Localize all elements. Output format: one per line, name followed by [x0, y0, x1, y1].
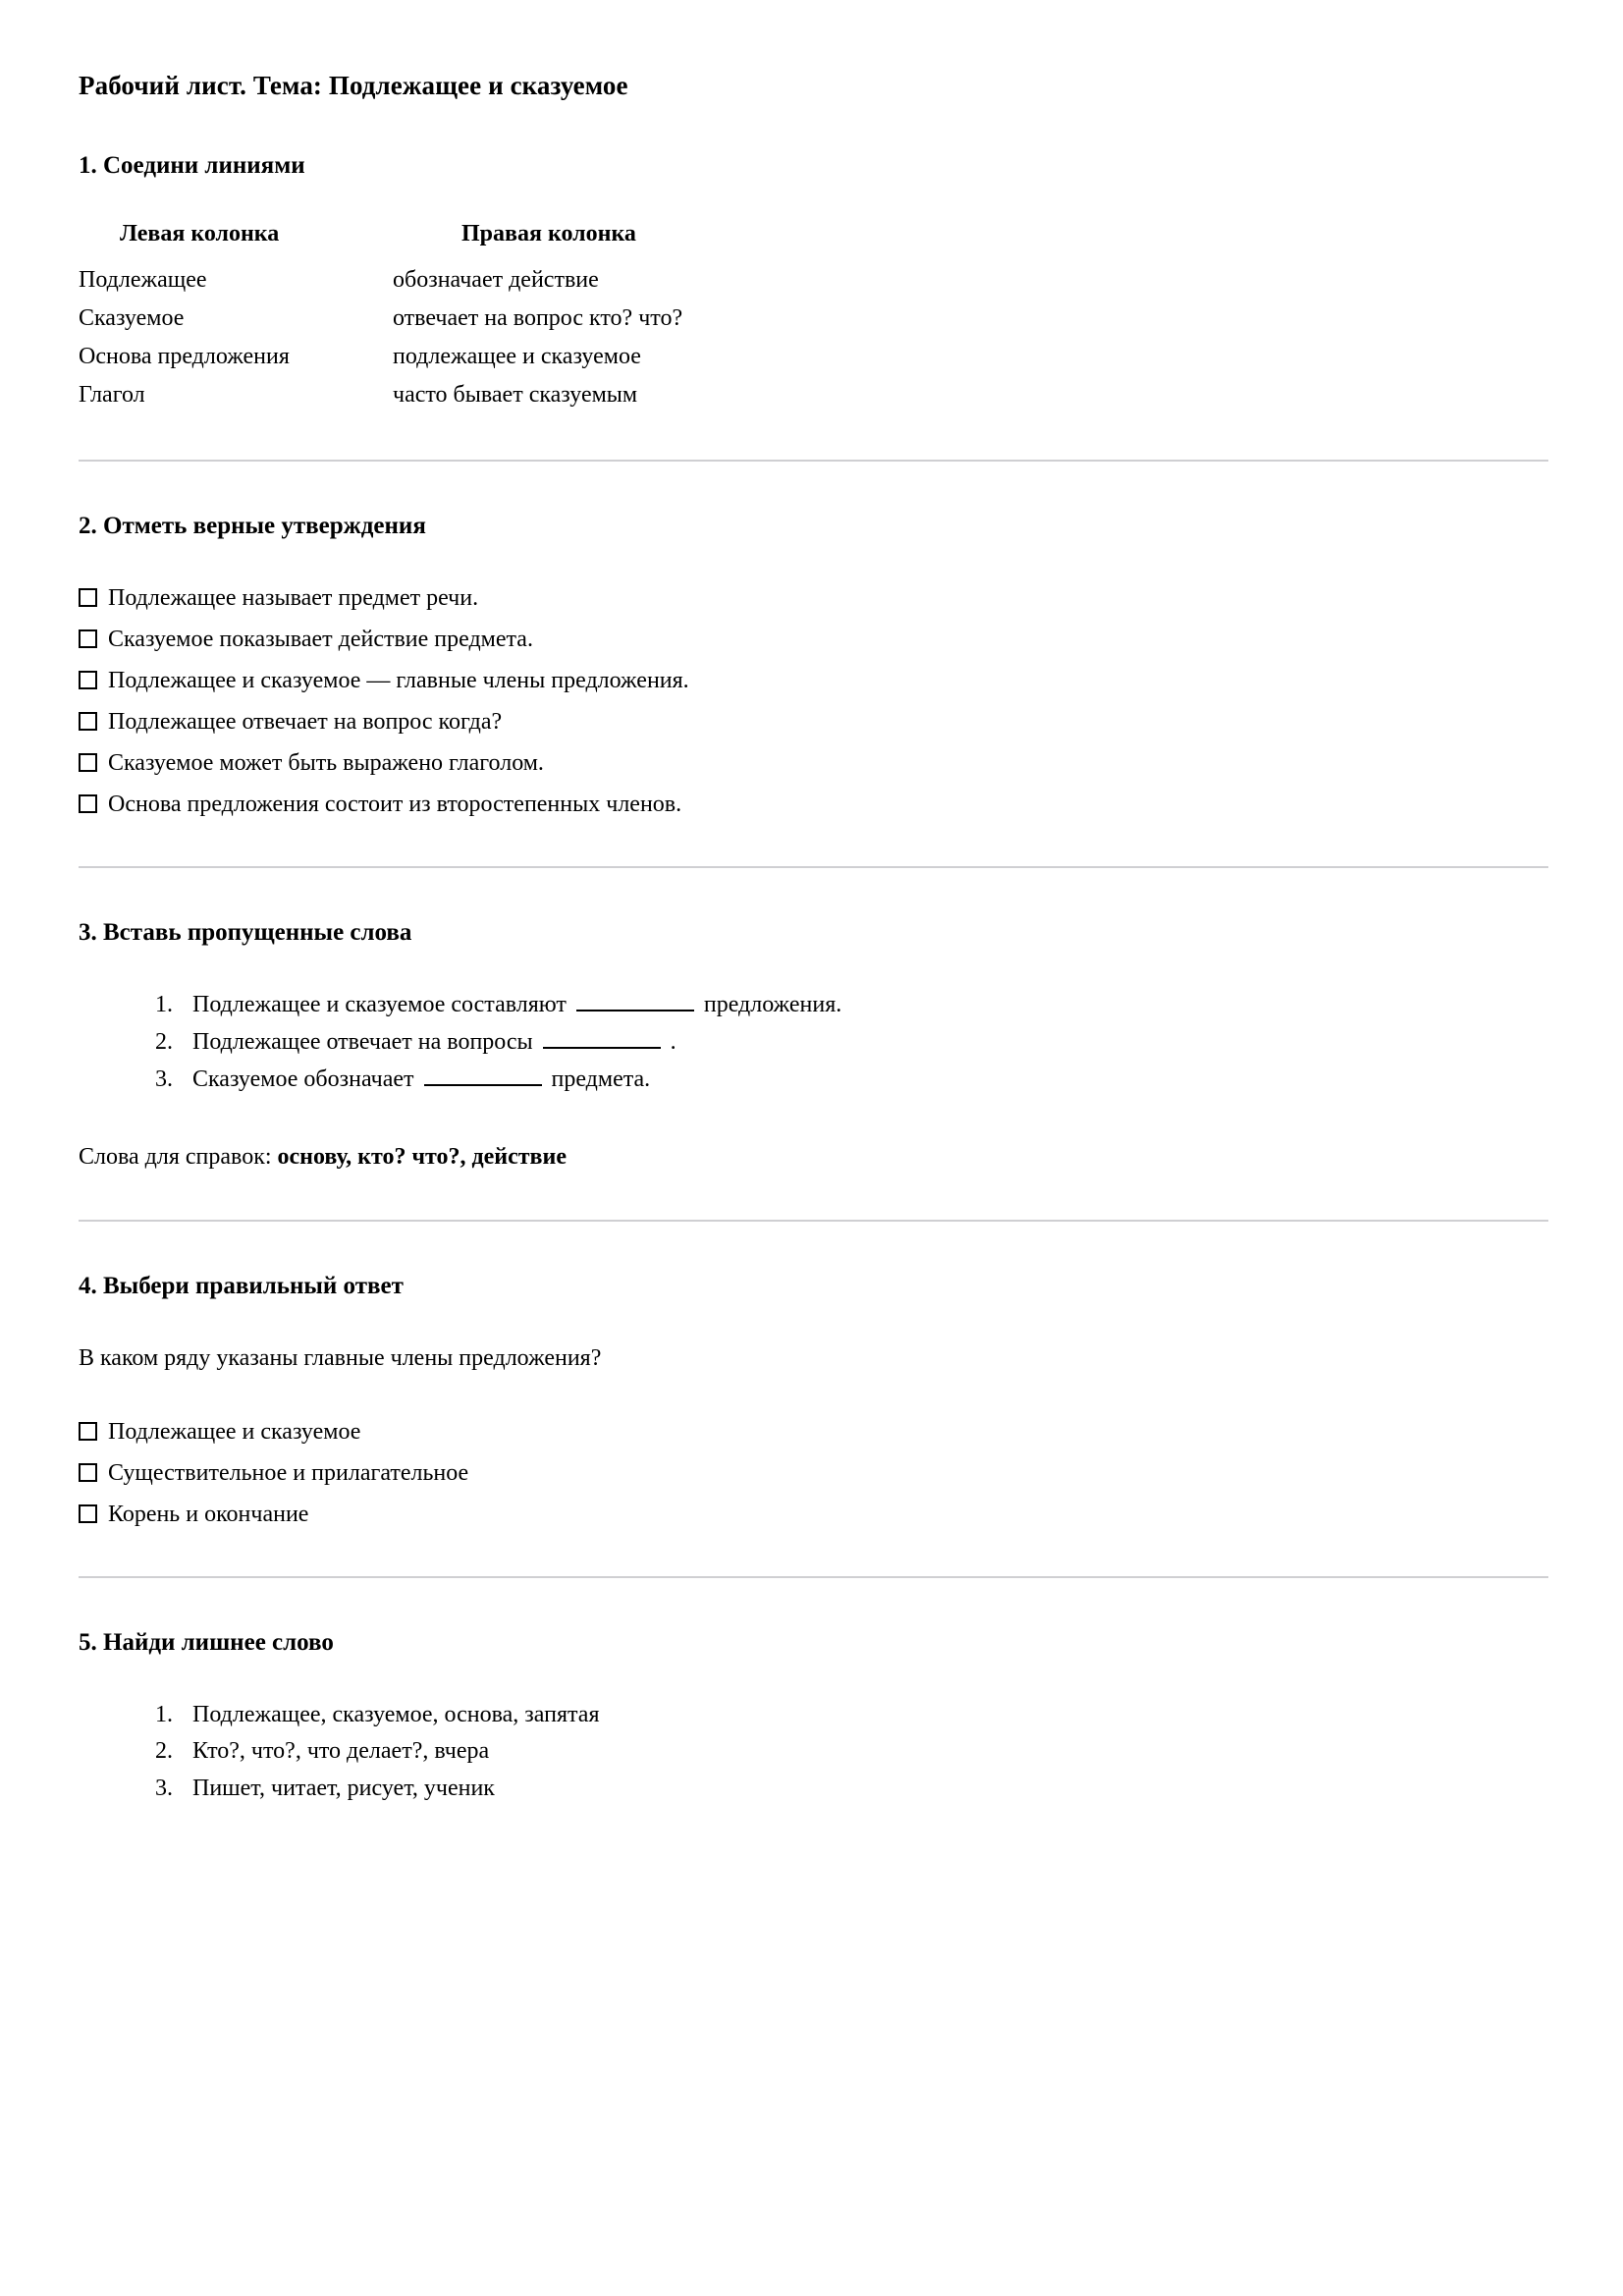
blank-field[interactable] [576, 1010, 694, 1011]
word-bank-words: основу, кто? что?, действие [277, 1144, 567, 1171]
list-item[interactable]: 3. Пишет, читает, рисует, ученик [179, 1772, 1546, 1807]
statement-label: Подлежащее называет предмет речи. [108, 585, 479, 611]
list-item[interactable] [79, 1498, 1546, 1531]
section-divider [79, 460, 1548, 462]
list-item[interactable] [79, 664, 1546, 697]
table-row [79, 338, 682, 376]
task-1-section [79, 152, 1546, 414]
sentence-prefix: Подлежащее отвечает на вопросы [192, 1028, 533, 1055]
multiple-choice-options [79, 1415, 1546, 1531]
list-item [179, 988, 1546, 1023]
statement-label: Подлежащее отвечает на вопрос когда? [108, 709, 503, 736]
task-1-heading: 1. Соедини линиями [79, 152, 305, 179]
checkbox-icon[interactable] [79, 671, 97, 689]
blank-field[interactable] [424, 1084, 542, 1086]
match-right-definition[interactable]: отвечает на вопрос кто? что? [393, 305, 683, 331]
sentence-suffix: предмета. [551, 1066, 651, 1092]
task-5-section [79, 1629, 1546, 1807]
list-item[interactable] [79, 705, 1546, 738]
checkbox-icon[interactable] [79, 712, 97, 731]
table-row [79, 300, 682, 338]
checkbox-icon[interactable] [79, 1463, 97, 1482]
match-right-definition[interactable]: подлежащее и сказуемое [393, 344, 641, 369]
section-divider [79, 1220, 1548, 1222]
task-3-section [79, 919, 1546, 1174]
match-right-definition[interactable]: часто бывает сказуемым [393, 382, 638, 408]
task-4-heading: 4. Выбери правильный ответ [79, 1272, 404, 1299]
statement-label: Сказуемое может быть выражено глаголом. [108, 750, 544, 777]
match-left-term[interactable]: Подлежащее [79, 267, 207, 293]
true-statements-checklist [79, 581, 1546, 821]
list-item[interactable]: 1. Подлежащее, сказуемое, основа, запятая [179, 1698, 1546, 1733]
match-columns-table [79, 221, 682, 414]
statement-label: Сказуемое показывает действие предмета. [108, 627, 533, 653]
list-item [179, 1063, 1546, 1098]
match-right-definition[interactable]: обозначает действие [393, 267, 599, 293]
option-label: Подлежащее и сказуемое [108, 1418, 361, 1445]
task-2-section [79, 513, 1546, 821]
section-divider [79, 866, 1548, 868]
list-item[interactable] [79, 1415, 1546, 1449]
match-left-term[interactable]: Сказуемое [79, 305, 185, 331]
statement-label: Подлежащее и сказуемое — главные члены предложения. [108, 668, 689, 694]
word-bank-label: Слова для справок: [79, 1144, 272, 1171]
task-2-heading: 2. Отметь верные утверждения [79, 513, 426, 539]
match-left-term[interactable]: Основа предложения [79, 344, 290, 369]
checkbox-icon[interactable] [79, 588, 97, 607]
table-header-row [79, 221, 682, 261]
statement-label: Основа предложения состоит из второстепенных членов. [108, 792, 682, 818]
checkbox-icon[interactable] [79, 1422, 97, 1441]
table-row [79, 376, 682, 414]
word-bank [79, 1140, 1546, 1175]
checkbox-icon[interactable] [79, 629, 97, 648]
page-title: Рабочий лист. Тема: Подлежащее и сказуемое [79, 71, 628, 100]
section-divider [79, 1576, 1548, 1578]
task-3-heading: 3. Вставь пропущенные слова [79, 919, 412, 947]
option-label: Существительное и прилагательное [108, 1459, 469, 1486]
list-item[interactable] [79, 623, 1546, 656]
sentence-prefix: Подлежащее и сказуемое составляют [192, 992, 567, 1018]
list-item[interactable] [79, 581, 1546, 615]
sentence-suffix: . [670, 1028, 676, 1055]
blank-field[interactable] [543, 1047, 661, 1049]
option-label: Корень и окончание [108, 1501, 309, 1527]
list-item [179, 1025, 1546, 1061]
checkbox-icon[interactable] [79, 1504, 97, 1523]
task-4-section [79, 1273, 1546, 1531]
right-column-header: Правая колонка [461, 221, 636, 246]
checkbox-icon[interactable] [79, 794, 97, 813]
list-item[interactable] [79, 788, 1546, 821]
list-item[interactable]: 2. Кто?, что?, что делает?, вчера [179, 1734, 1546, 1770]
task-4-question: В каком ряду указаны главные члены предложения? [79, 1344, 602, 1371]
match-left-term[interactable]: Глагол [79, 382, 145, 408]
sentence-prefix: Сказуемое обозначает [192, 1066, 414, 1092]
task-5-heading: 5. Найди лишнее слово [79, 1628, 334, 1656]
sentence-suffix: предложения. [703, 992, 842, 1018]
fill-in-blank-list [79, 988, 1546, 1097]
list-item[interactable] [79, 746, 1546, 780]
checkbox-icon[interactable] [79, 753, 97, 772]
list-item[interactable] [79, 1456, 1546, 1490]
odd-one-out-list [79, 1698, 1546, 1807]
table-row [79, 261, 682, 300]
left-column-header: Левая колонка [120, 221, 280, 246]
